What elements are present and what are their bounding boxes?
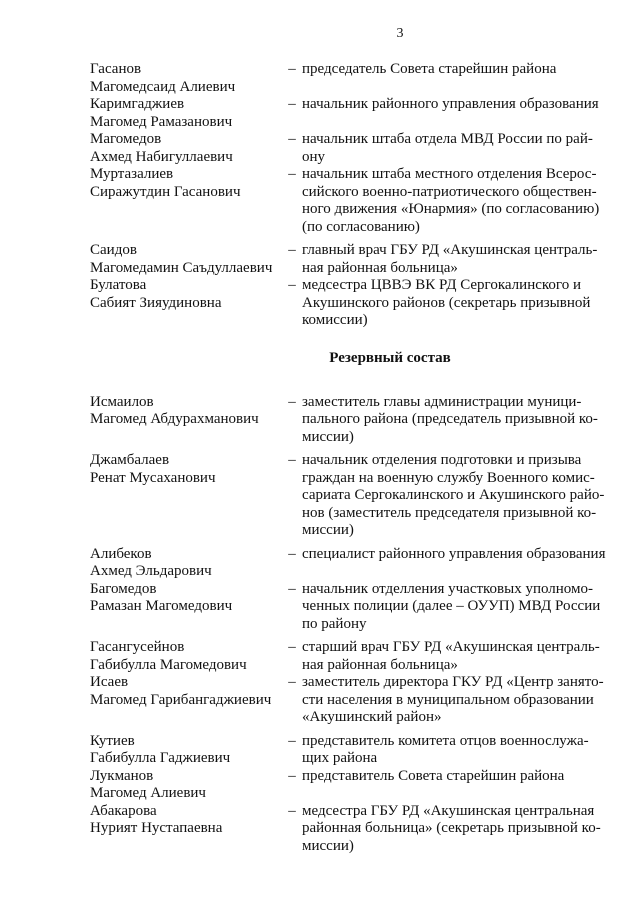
member-name-line: Магомед Гарибангаджиевич — [90, 691, 272, 708]
member-name-line: Лукманов — [90, 767, 154, 784]
member-entry — [90, 394, 610, 447]
member-entry — [90, 452, 610, 540]
member-role-line: начальник штаба отдела МВД России по рай- — [302, 131, 593, 147]
member-name-line: Абакарова — [90, 802, 157, 819]
member-name-line: Багомедов — [90, 580, 157, 597]
member-entry — [90, 639, 610, 674]
member-role — [302, 768, 610, 803]
dash-separator: – — [288, 393, 296, 410]
member-role-line: по району — [302, 615, 367, 632]
member-name — [90, 581, 282, 634]
page-number: 3 — [396, 26, 404, 41]
member-role-line: медсестра ГБУ РД «Акушинская центральная — [302, 802, 595, 819]
member-role-line: старший врач ГБУ РД «Акушинская централь- — [302, 639, 600, 655]
member-name — [90, 277, 282, 330]
member-role-line: заместитель директора ГКУ РД «Центр занято- — [302, 674, 604, 690]
member-entry — [90, 131, 610, 166]
member-role-line: (по согласованию) — [302, 218, 420, 235]
member-name-line: Габибулла Магомедович — [90, 656, 247, 673]
member-name-line: Магомедамин Саъдуллаевич — [90, 259, 273, 276]
member-name-line: Сиражутдин Гасанович — [90, 183, 241, 200]
member-role — [302, 96, 610, 131]
reserve-members-list — [90, 394, 610, 856]
member-role — [302, 546, 610, 581]
member-role-line: районная больница» (секретарь призывной ко- — [302, 820, 601, 836]
member-role-line: главный врач ГБУ РД «Акушинская централь- — [302, 242, 598, 258]
dash-separator: – — [288, 674, 296, 690]
member-role — [302, 242, 610, 277]
member-role-line: миссии) — [302, 837, 354, 854]
member-role-line: сийского военно-патриотического обществен- — [302, 183, 597, 200]
dash-separator: – — [288, 131, 296, 147]
member-role — [302, 394, 610, 447]
member-name — [90, 96, 282, 131]
member-name — [90, 242, 282, 277]
member-role-line: ная районная больница» — [302, 656, 458, 673]
dash-separator: – — [288, 452, 296, 468]
member-entry — [90, 277, 610, 330]
member-name-line: Рамазан Магомедович — [90, 598, 233, 614]
member-name-line: Каримгаджиев — [90, 96, 185, 112]
member-entry — [90, 733, 610, 768]
member-role-line: миссии) — [302, 428, 354, 445]
member-role-line: медсестра ЦВВЭ ВК РД Сергокалинского и — [302, 277, 581, 293]
member-name-line: Сабият Зияудиновна — [90, 294, 222, 311]
member-role-line: Акушинского районов (секретарь призывной — [302, 294, 591, 311]
dash-separator: – — [288, 639, 296, 655]
member-name-line: Гасанов — [90, 61, 142, 77]
member-role-line: сти населения в муниципальном образовании — [302, 691, 594, 708]
member-role — [302, 803, 610, 856]
member-name-line: Исмаилов — [90, 393, 154, 410]
member-role-line: щих района — [302, 750, 378, 766]
member-role-line: «Акушинский район» — [302, 709, 442, 725]
member-name — [90, 639, 282, 674]
member-name — [90, 394, 282, 447]
member-name-line: Булатова — [90, 277, 147, 293]
member-name — [90, 803, 282, 856]
member-name-line: Ахмед Эльдарович — [90, 563, 212, 579]
member-name-line: Магомед Алиевич — [90, 785, 206, 801]
member-name — [90, 166, 282, 236]
dash-separator: – — [288, 166, 296, 182]
member-name-line: Джамбалаев — [90, 452, 170, 468]
member-name-line: Магомед Рамазанович — [90, 113, 233, 130]
member-entry — [90, 581, 610, 634]
member-name-line: Муртазалиев — [90, 166, 174, 182]
member-role-line: специалист районного управления образования — [302, 545, 606, 562]
member-name — [90, 674, 282, 727]
member-role-line: ченных полиции (далее – ОУУП) МВД России — [302, 598, 601, 614]
member-name-line: Магомедов — [90, 131, 162, 147]
dash-separator: – — [288, 732, 296, 749]
member-role-line: миссии) — [302, 522, 354, 538]
member-entry — [90, 166, 610, 236]
member-role-line: начальник районного управления образования — [302, 96, 599, 112]
member-entry — [90, 803, 610, 856]
dash-separator: – — [288, 580, 296, 597]
member-role-line: сариата Сергокалинского и Акушинского райо- — [302, 487, 605, 503]
member-name-line: Саидов — [90, 242, 137, 258]
member-role-line: председатель Совета старейшин района — [302, 61, 557, 77]
member-role-line: начальник штаба местного отделения Всерос- — [302, 166, 597, 182]
member-name-line: Ахмед Набигуллаевич — [90, 148, 233, 165]
dash-separator: – — [288, 802, 296, 819]
dash-separator: – — [288, 61, 296, 77]
member-name-line: Магомед Абдурахманович — [90, 411, 259, 427]
member-role-line: начальник отделения подготовки и призыва — [302, 452, 582, 468]
member-role — [302, 166, 610, 236]
main-members-list — [90, 61, 610, 330]
member-name — [90, 546, 282, 581]
member-role-line: начальник отделления участковых уполномо- — [302, 580, 594, 597]
member-role — [302, 452, 610, 540]
dash-separator: – — [288, 242, 296, 258]
member-role-line: ону — [302, 148, 326, 165]
member-name-line: Гасангусейнов — [90, 639, 185, 655]
member-role-line: комиссии) — [302, 312, 368, 328]
member-role-line: представитель Совета старейшин района — [302, 767, 565, 784]
member-role-line: ная районная больница» — [302, 259, 458, 276]
member-role — [302, 131, 610, 166]
member-entry — [90, 61, 610, 96]
member-role — [302, 277, 610, 330]
member-role-line: пального района (председатель призывной ко- — [302, 411, 598, 427]
dash-separator: – — [288, 767, 296, 784]
member-entry — [90, 546, 610, 581]
dash-separator: – — [288, 545, 296, 562]
member-entry — [90, 674, 610, 727]
member-role — [302, 674, 610, 727]
member-role — [302, 61, 610, 96]
member-name-line: Алибеков — [90, 545, 152, 562]
member-role-line: нов (заместитель председателя призывной ко- — [302, 504, 597, 521]
dash-separator: – — [288, 96, 296, 112]
member-role — [302, 581, 610, 634]
member-role — [302, 733, 610, 768]
member-name-line: Исаев — [90, 674, 129, 690]
member-name — [90, 452, 282, 540]
member-name-line: Ренат Мусаханович — [90, 469, 216, 486]
member-role-line: представитель комитета отцов военнослужа- — [302, 732, 589, 749]
member-role — [302, 639, 610, 674]
member-entry — [90, 96, 610, 131]
member-name — [90, 61, 282, 96]
member-role-line: граждан на военную службу Военного комис- — [302, 469, 595, 486]
member-name-line: Габибулла Гаджиевич — [90, 750, 231, 766]
member-name-line: Кутиев — [90, 732, 135, 749]
section-title: Резервный состав — [329, 349, 451, 366]
member-role-line: ного движения «Юнармия» (по согласованию) — [302, 201, 600, 217]
member-entry — [90, 768, 610, 803]
member-name — [90, 768, 282, 803]
dash-separator: – — [288, 277, 296, 293]
member-name-line: Магомедсаид Алиевич — [90, 78, 236, 95]
member-entry — [90, 242, 610, 277]
member-name-line: Нурият Нустапаевна — [90, 820, 223, 836]
member-name — [90, 733, 282, 768]
member-role-line: заместитель главы администрации муници- — [302, 393, 582, 410]
member-name — [90, 131, 282, 166]
